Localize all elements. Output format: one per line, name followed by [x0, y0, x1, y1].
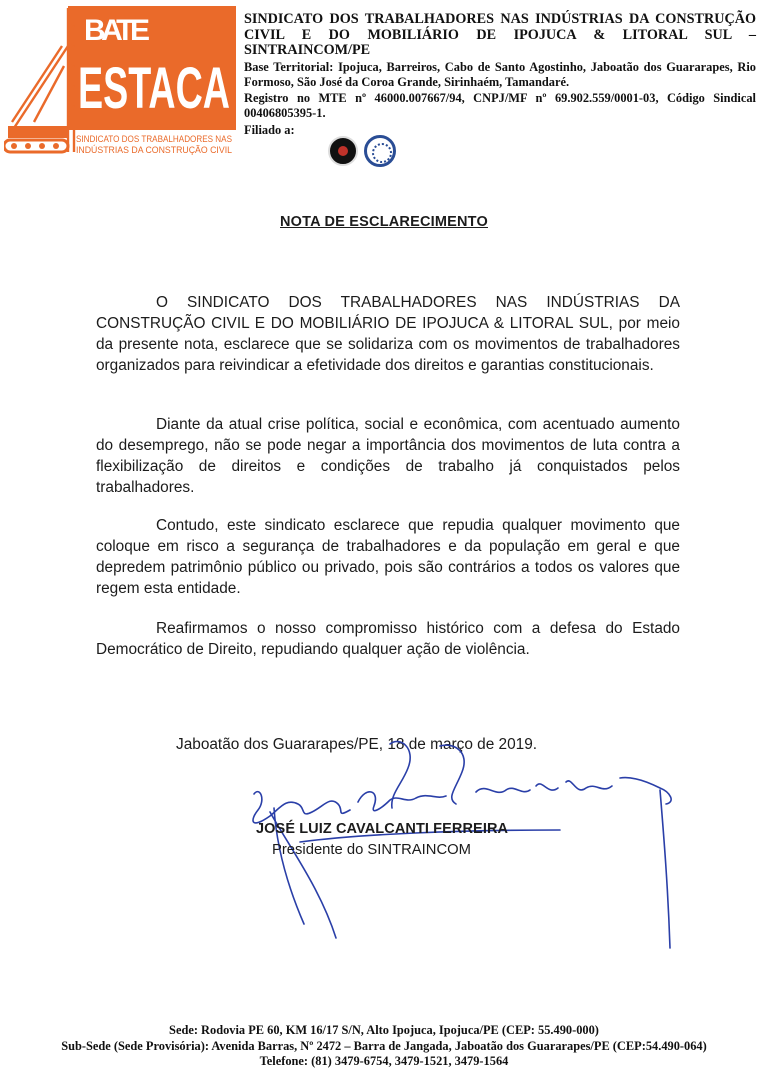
- footer-address: [0, 1023, 768, 1070]
- signer-role: Presidente do SINTRAINCOM: [272, 842, 471, 858]
- logo-word-bate: BATE: [84, 14, 150, 47]
- territorial-base: Base Territorial: Ipojuca, Barreiros, Cabo de Santo Agostinho, Jaboatão dos Guararapes, Rio Formoso, São José da Coroa Grande, Sirinhaém, Tamandaré.: [244, 59, 756, 89]
- paragraph-2: Diante da atual crise política, social e econômica, com acentuado aumento do desemprego, não se pode negar a importância dos movimentos de luta contra a flexibilização de direitos e condições de trabalho já conquistados pelos trabalhadores.: [96, 416, 680, 496]
- letterhead: [244, 12, 756, 138]
- paragraph-3: Contudo, este sindicato esclarece que repudia qualquer movimento que coloque em risco a segurança de trabalhadores e da população em geral e que depredem patrimônio público ou privado, pois são contrários a todos os valores que regem esta entidade.: [96, 517, 680, 597]
- document-title-wrap: [0, 213, 768, 231]
- date-line: Jaboatão dos Guararapes/PE, 18 de março de 2019.: [176, 736, 538, 753]
- affiliation-label: Filiado a:: [244, 122, 295, 137]
- logo-word-estaca: ESTACA: [78, 56, 230, 121]
- affiliation-gear-seal-icon: [364, 135, 396, 167]
- logo-subtitle-1: SINDICATO DOS TRABALHADORES NAS: [76, 134, 232, 145]
- phone-numbers: Telefone: (81) 3479-6754, 3479-1521, 3479-1564: [259, 1054, 509, 1069]
- paragraph-1: O SINDICATO DOS TRABALHADORES NAS INDÚSTRIAS DA CONSTRUÇÃO CIVIL E DO MOBILIÁRIO DE IPOJUCA & LITORAL SUL, por meio da presente nota, esclarece que se solidariza com os movimentos de trabalhadores organizados para reivindicar a efetividade dos direitos e garantias constitucionais.: [96, 294, 680, 374]
- paragraph-4: Reafirmamos o nosso compromisso histórico com a defesa do Estado Democrático de Direito, repudiando qualquer ação de violência.: [96, 620, 680, 658]
- affiliation-seal-icon: [328, 136, 358, 166]
- registry-info: Registro no MTE nº 46000.007667/94, CNPJ/MF nº 69.902.559/0001-03, Código Sindical 00406805395-1.: [244, 91, 756, 121]
- headquarters-address: Sede: Rodovia PE 60, KM 16/17 S/N, Alto Ipojuca, Ipojuca/PE (CEP: 55.490-000): [169, 1023, 599, 1037]
- logo-subtitle-2: INDÚSTRIAS DA CONSTRUÇÃO CIVIL: [76, 145, 233, 156]
- union-name: SINDICATO DOS TRABALHADORES NAS INDÚSTRIAS DA CONSTRUÇÃO CIVIL E DO MOBILIÁRIO DE IPOJUCA & LITORAL SUL – SINTRAINCOM/PE: [244, 11, 756, 59]
- signer-name: JOSÉ LUIZ CAVALCANTI FERREIRA: [256, 821, 509, 837]
- bate-estaca-logo: [4, 6, 236, 158]
- document-title: NOTA DE ESCLARECIMENTO: [280, 214, 488, 230]
- branch-address: Sub-Sede (Sede Provisória): Avenida Barras, Nº 2472 – Barra de Jangada, Jaboatão dos Guararapes/PE (CEP:54.490-064): [61, 1038, 707, 1053]
